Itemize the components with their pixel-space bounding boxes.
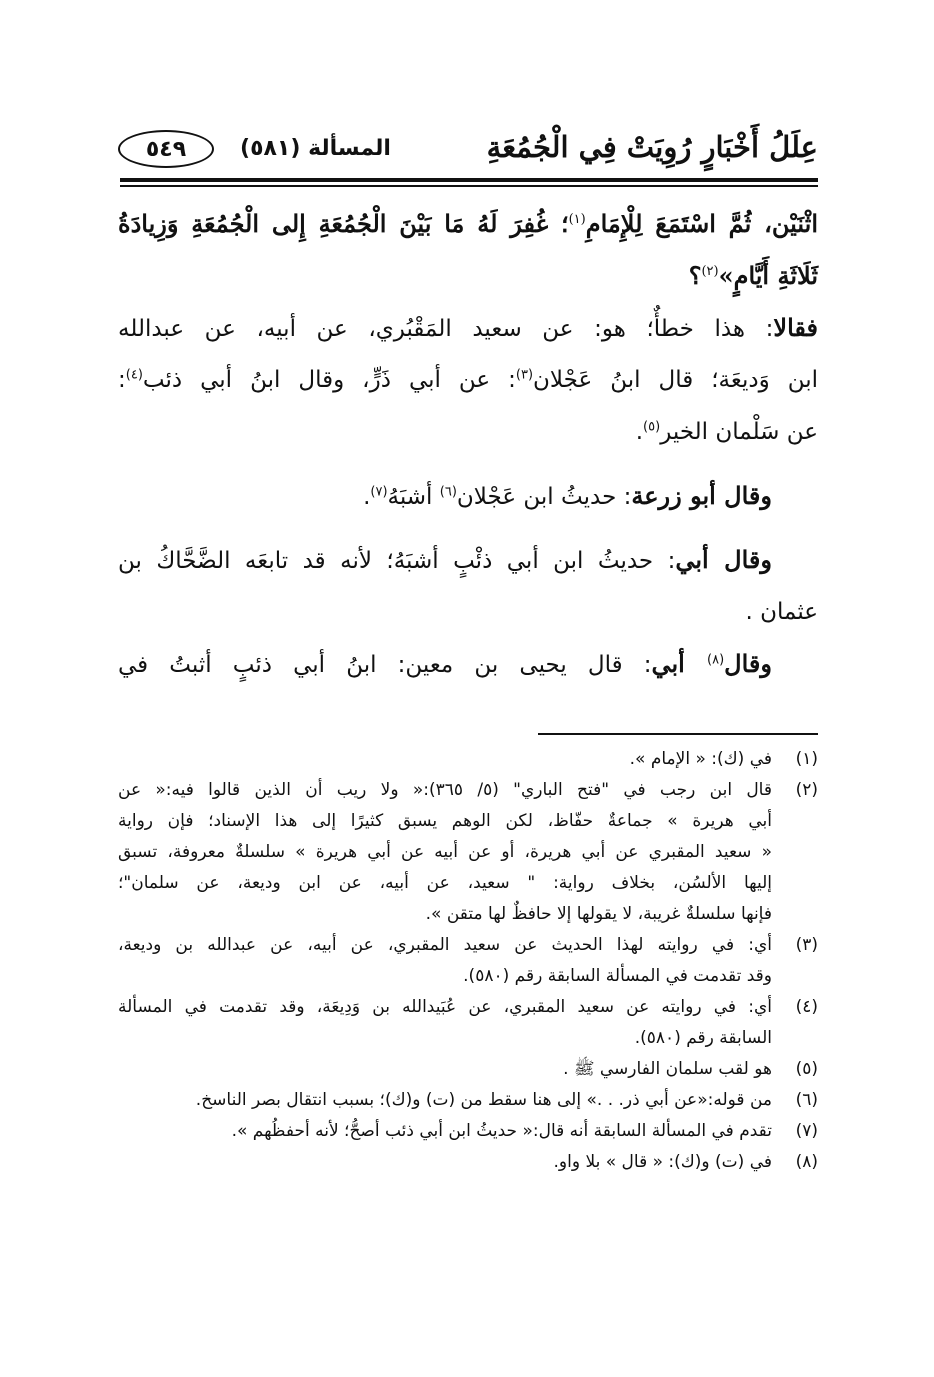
header-rule-thick: [120, 178, 818, 182]
header-rule-thin: [120, 185, 818, 187]
footnote: [118, 992, 818, 1054]
footnote: [118, 1054, 818, 1085]
page-header: [118, 128, 818, 176]
text-line: وقال أبو زرعة: حديثُ ابن عَجْلان$^{(٦)}$ أشبَهُ$^{(٧)}$.: [363, 481, 772, 510]
footnote-line: فإنها سلسلةٌ غريبة، لا يقولها إلا حافظٌ لها متقن ».: [425, 904, 772, 924]
footnote-line: قال ابن رجب في "فتح الباري" (٥/ ٣٦٥):« ولا ريب أن الذين قالوا فيه:« عن: [118, 780, 772, 800]
footnote-line: هو لقب سلمان الفارسي ﷺ .: [563, 1059, 772, 1079]
footnote-number: (٦): [795, 1090, 818, 1110]
footnote: [118, 930, 818, 992]
footnote-number: (٣): [795, 935, 818, 955]
text-line: وقال أبي: حديثُ ابن أبي ذئْبٍ أشبَهُ؛ لأنه قد تابعَه الضَّحَّاكُ بن: [118, 545, 772, 574]
footnote: [118, 1147, 818, 1178]
footnotes: [118, 744, 818, 1178]
footnote: [118, 1116, 818, 1147]
footnote-line: وقد تقدمت في المسألة السابقة رقم (٥٨٠).: [463, 966, 772, 986]
footnote-number: (٥): [795, 1059, 818, 1079]
footnote-line: في (ت) و(ك): « قال » بلا واو.: [553, 1152, 772, 1172]
footnote-line: تقدم في المسألة السابقة أنه قال:« حديثُ ابن أبي ذئب أصحُّ؛ لأنه أحفظُهم ».: [231, 1121, 772, 1141]
page-number-badge: ٥٤٩: [118, 130, 214, 168]
footnote-line: السابقة رقم (٥٨٠).: [634, 1028, 772, 1048]
text-line: عثمان .: [745, 599, 818, 625]
footnote: [118, 775, 818, 930]
footnote-line: أي: في روايته عن سعيد المقبري، عن عُبَيدالله بن وَدِيعَة، وقد تقدمت في المسألة: [118, 997, 772, 1017]
book-title: عِلَلُ أَخْبَارٍ رُوِيَتْ فِي الْجُمُعَةِ: [486, 130, 818, 164]
text-line: عن سَلْمان الخير$^{(٥)}$.: [635, 419, 818, 445]
text-line: ابن وَديعَة؛ قال ابنُ عَجْلان$^{(٣)}$: عن أبي ذَرٍّ، وقال ابنُ أبي ذئب$^{(٤)}$:: [118, 367, 818, 393]
footnote-line: أبي هريرة » جماعةٌ حفّاظ، لكن الوهم يسبق كثيرًا إلى هذا الإسناد؛ فإن رواية: [118, 811, 772, 831]
footnote-line: « سعيد المقبري عن أبي هريرة، أو عن أبيه عن أبي هريرة » سلسلةٌ معروفة، تسبق: [118, 842, 772, 862]
footnote-number: (٧): [795, 1121, 818, 1141]
footnote-number: (١): [795, 749, 818, 769]
text-line: فقالا: هذا خطأٌ؛ هو: عن سعيد المَقْبُري، عن أبيه، عن عبدالله: [118, 313, 818, 342]
footnote-number: (٨): [795, 1152, 818, 1172]
footnote-line: من قوله:«عن أبي ذر. . .» إلى هنا سقط من (ت) و(ك)؛ بسبب انتقال بصر الناسخ.: [195, 1090, 772, 1110]
text-line: اثْنَيْن، ثُمَّ اسْتَمَعَ لِلْإِمَامِ$^{(١)}$؛ غُفِرَ لَهُ مَا بَيْنَ الْجُمُعَةِ إِلى الْجُمُعَةِ وَزِيادَةُ: [118, 209, 818, 238]
footnote-number: (٢): [795, 780, 818, 800]
footnote-line: في (ك): « الإمام ».: [629, 749, 772, 769]
footnote-line: إليها الألسُن، بخلاف رواية: " سعيد، عن أبيه، عن ابن وديعة، عن سلمان"؛: [118, 873, 772, 893]
text-line: وقال$^{(٨)}$ أبي: قال يحيى بن معين: ابنُ أبي ذئبٍ أثبتُ في: [118, 649, 772, 678]
footnote: [118, 744, 818, 775]
main-text: [118, 198, 818, 690]
footnote: [118, 1085, 818, 1116]
text-line: ثَلَاثَةِ أَيَّامٍ»$^{(٢)}$؟: [688, 261, 818, 290]
footnote-separator: [538, 733, 818, 735]
issue-label: المسألة (٥٨١): [240, 136, 391, 161]
footnote-number: (٤): [795, 997, 818, 1017]
footnote-line: أي: في روايته لهذا الحديث عن سعيد المقبري، عن أبيه، عن عبدالله بن وديعة،: [118, 935, 772, 955]
